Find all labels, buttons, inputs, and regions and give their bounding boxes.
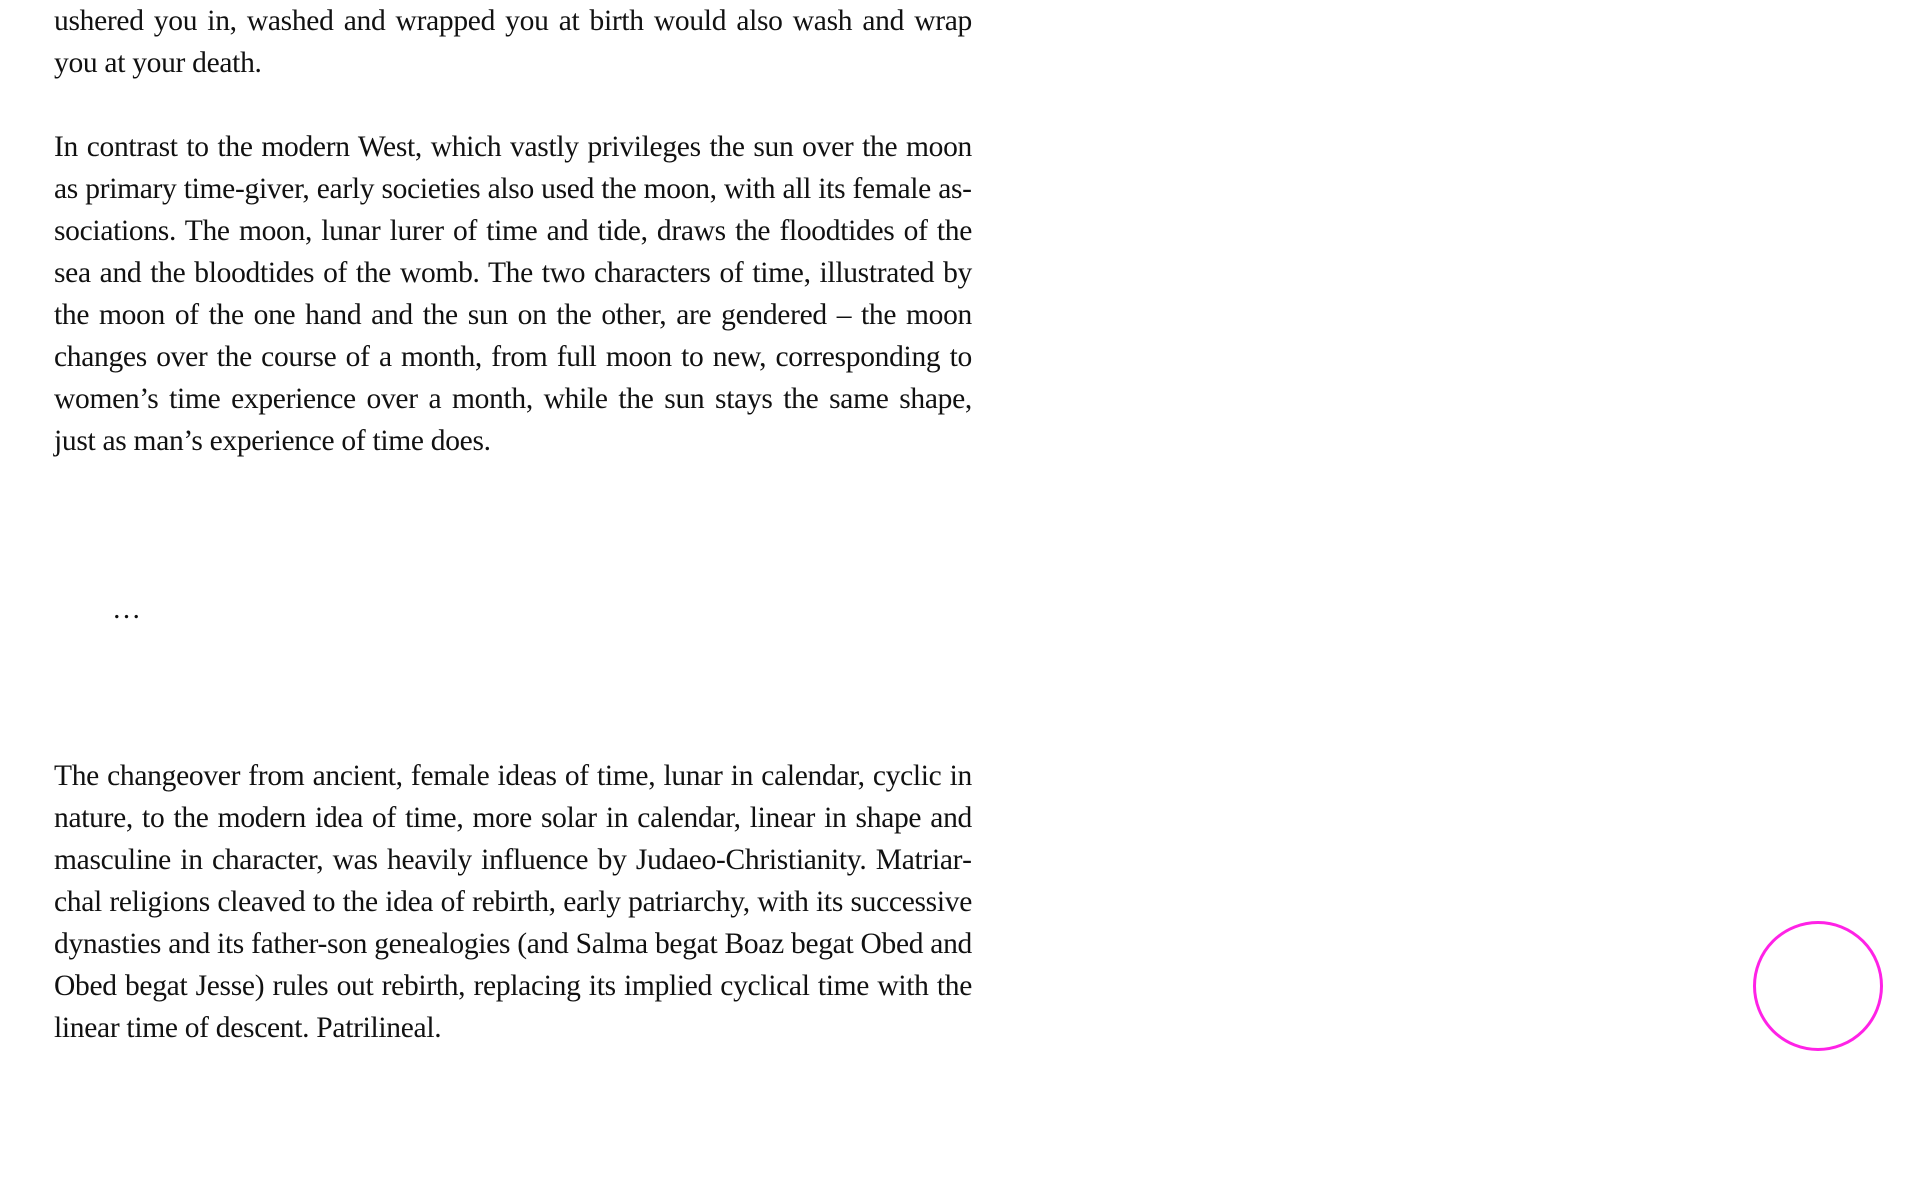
paragraph-moon-sun: In contrast to the modern West, which vastly privileges the sun over the moon as primary time-giver, early societies also used the moon, with all its female associations. The moon, lunar lurer of time and tide, draws the floodtides of the sea and the bloodtides of the womb. The two characters of time, illustrated by the moon of the one hand and the sun on the other, are gendered – the moon changes over the course of a month, from full moon to new, corresponding to women’s time experience over a month, while the sun stays the same shape, just as man’s experience of time does.	[54, 131, 972, 457]
section-ellipsis: …	[112, 593, 144, 625]
paragraph-birth-death: ushered you in, washed and wrapped you at birth would also wash and wrap you at your death.	[54, 5, 972, 79]
paragraph-changeover: The changeover from ancient, female ideas of time, lunar in calendar, cyclic in nature, to the modern idea of time, more solar in calendar, linear in shape and masculine in character, was heavily influence by Judaeo-Christianity. Matriarchal religions cleaved to the idea of rebirth, early patriarchy, with its successive dynasties and its father-son genealogies (and Salma begat Boaz begat Obed and Obed begat Jesse) rules out rebirth, replacing its implied cyclical time with the linear time of descent. Patrilineal.	[54, 760, 972, 1044]
circle-outline-icon[interactable]	[1753, 921, 1883, 1051]
